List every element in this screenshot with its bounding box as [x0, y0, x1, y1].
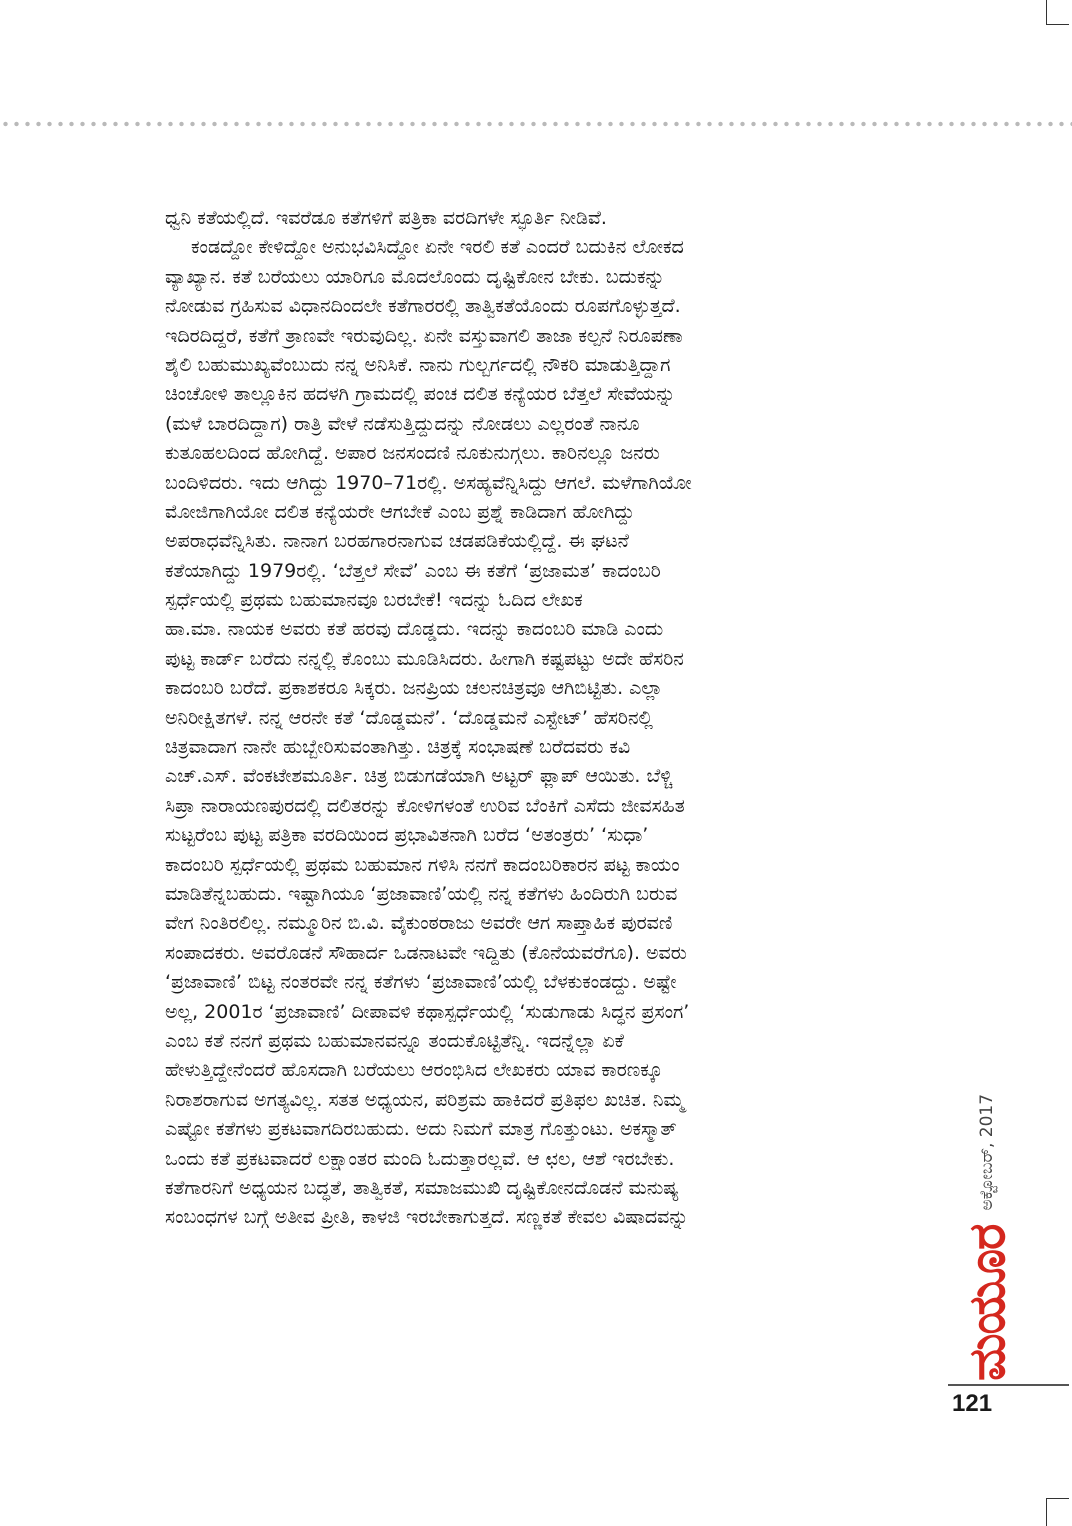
magazine-logo: ಮಯೂರ: [958, 1224, 1016, 1381]
text-line: ಪುಟ್ಟ ಕಾರ್ಡ್ ಬರೆದು ನನ್ನಲ್ಲಿ ಕೊಂಬು ಮೂಡಿಸಿದರು. ಹೀಗಾಗಿ ಕಷ್ಟಪಟ್ಟು ಅದೇ ಹೆಸರಿನ: [165, 647, 684, 670]
text-line: ಧ್ವನಿ ಕತೆಯಲ್ಲಿದೆ. ಇವರೆಡೂ ಕತೆಗಳಿಗೆ ಪತ್ರಿಕಾ ವರದಿಗಳೇ ಸ್ಫೂರ್ತಿ ನೀಡಿವೆ.: [165, 207, 607, 229]
crop-mark-bottom: [1046, 1498, 1069, 1526]
text-line: ಎಂಬ ಕತೆ ನನಗೆ ಪ್ರಥಮ ಬಹುಮಾನವನ್ನೂ ತಂದುಕೊಟ್ಟಿತೆನ್ನಿ. ಇದನ್ನೆಲ್ಲಾ ಏಕೆ: [165, 1029, 624, 1052]
text-line: ಕಂಡದ್ದೋ ಕೇಳಿದ್ದೋ ಅನುಭವಿಸಿದ್ದೋ ಏನೇ ಇರಲಿ ಕತೆ ಎಂದರೆ ಬದುಕಿನ ಲೋಕದ: [191, 236, 684, 259]
text-line: ನಿರಾಶರಾಗುವ ಅಗತ್ಯವಿಲ್ಲ. ಸತತ ಅಧ್ಯಯನ, ಪರಿಶ್ರಮ ಹಾಕಿದರೆ ಪ್ರತಿಫಲ ಖಚಿತ. ನಿಮ್ಮ: [165, 1088, 685, 1111]
text-line: ಅಪರಾಧವೆನ್ನಿಸಿತು. ನಾನಾಗ ಬರಹಗಾರನಾಗುವ ಚಡಪಡಿಕೆಯಲ್ಲಿದ್ದೆ. ಈ ಘಟನೆ: [165, 530, 629, 553]
text-line: ಎಷ್ಟೋ ಕತೆಗಳು ಪ್ರಕಟವಾಗದಿರಬಹುದು. ಅದು ನಿಮಗೆ ಮಾತ್ರ ಗೊತ್ತುಂಟು. ಅಕಸ್ಮಾತ್: [165, 1118, 677, 1141]
text-line: ಕಾದಂಬರಿ ಬರೆದೆ. ಪ್ರಕಾಶಕರೂ ಸಿಕ್ಕರು. ಜನಪ್ರಿಯ ಚಲನಚಿತ್ರವೂ ಆಗಿಬಿಟ್ಟಿತು. ಎಲ್ಲಾ: [165, 677, 663, 700]
text-line: ‘ಪ್ರಜಾವಾಣಿ’ ಬಿಟ್ಟ ನಂತರವೇ ನನ್ನ ಕತೆಗಳು ‘ಪ್ರಜಾವಾಣಿ’ಯಲ್ಲಿ ಬೆಳಕುಕಂಡದ್ದು. ಅಷ್ಟೇ: [165, 971, 677, 994]
crop-mark-top: [1046, 0, 1069, 25]
text-line: ವ್ಯಾಖ್ಯಾನ. ಕತೆ ಬರೆಯಲು ಯಾರಿಗೂ ಮೊದಲೊಂದು ದೃಷ್ಟಿಕೋನ ಬೇಕು. ಬದುಕನ್ನು: [165, 265, 665, 288]
dotted-rule: [0, 121, 1072, 127]
text-line: ಸಿಪ್ರಾ ನಾರಾಯಣಪುರದಲ್ಲಿ ದಲಿತರನ್ನು ಕೋಳಿಗಳಂತೆ ಉರಿವ ಬೆಂಕಿಗೆ ಎಸೆದು ಜೀವಸಹಿತ: [165, 794, 685, 817]
text-line: ಕತೆಗಾರನಿಗೆ ಅಧ್ಯಯನ ಬದ್ಧತೆ, ತಾತ್ವಿಕತೆ, ಸಮಾಜಮುಖಿ ದೃಷ್ಟಿಕೋನದೊಡನೆ ಮನುಷ್ಯ: [165, 1176, 679, 1199]
text-line: ಸುಟ್ಟರೆಂಬ ಪುಟ್ಟ ಪತ್ರಿಕಾ ವರದಿಯಿಂದ ಪ್ರಭಾವಿತನಾಗಿ ಬರೆದ ‘ಅತಂತ್ರರು’ ‘ಸುಧಾ’: [165, 824, 649, 847]
text-line: ಬಂದಿಳಿದರು. ಇದು ಆಗಿದ್ದು 1970–71ರಲ್ಲಿ. ಅಸಹ್ಯವೆನ್ನಿಸಿದ್ದು ಆಗಲೆ. ಮಳೆಗಾಗಿಯೋ: [165, 471, 692, 494]
magazine-sidebar: [952, 1076, 1022, 1381]
text-line: ಮೋಜಿಗಾಗಿಯೋ ದಲಿತ ಕನ್ಯೆಯರೇ ಆಗಬೇಕೆ ಎಂಬ ಪ್ರಶ್ನೆ ಕಾಡಿದಾಗ ಹೋಗಿದ್ದು: [165, 500, 635, 523]
text-line: ಅನಿರೀಕ್ಷಿತಗಳೆ. ನನ್ನ ಆರನೇ ಕತೆ ‘ದೊಡ್ಡಮನೆ’. ‘ದೊಡ್ಡಮನೆ ಎಸ್ಟೇಟ್’ ಹೆಸರಿನಲ್ಲಿ: [165, 706, 653, 729]
text-line: ಇದಿರದಿದ್ದರೆ, ಕತೆಗೆ ತ್ರಾಣವೇ ಇರುವುದಿಲ್ಲ. ಏನೇ ವಸ್ತುವಾಗಲಿ ತಾಜಾ ಕಲ್ಪನೆ ನಿರೂಪಣಾ: [165, 324, 683, 347]
text-line: ವೇಗ ನಿಂತಿರಲಿಲ್ಲ. ನಮ್ಮೂರಿನ ಬಿ.ವಿ. ವೈಕುಂಠರಾಜು ಅವರೇ ಆಗ ಸಾಪ್ತಾಹಿಕ ಪುರವಣಿ: [165, 912, 673, 935]
article-body: [165, 204, 890, 1233]
text-line: ಶೈಲಿ ಬಹುಮುಖ್ಯವೆಂಬುದು ನನ್ನ ಅನಿಸಿಕೆ. ನಾನು ಗುಲ್ಬರ್ಗದಲ್ಲಿ ನೌಕರಿ ಮಾಡುತ್ತಿದ್ದಾಗ: [165, 353, 671, 376]
text-line: ಕಾದಂಬರಿ ಸ್ಪರ್ಧೆಯಲ್ಲಿ ಪ್ರಥಮ ಬಹುಮಾನ ಗಳಿಸಿ ನನಗೆ ಕಾದಂಬರಿಕಾರನ ಪಟ್ಟ ಕಾಯಂ: [165, 853, 680, 876]
issue-date: ಅಕ್ಟೋಬರ್, 2017: [977, 1093, 997, 1211]
text-line: ಕುತೂಹಲದಿಂದ ಹೋಗಿದ್ದೆ. ಅಪಾರ ಜನಸಂದಣಿ ನೂಕುನುಗ್ಗಲು. ಕಾರಿನಲ್ಲೂ ಜನರು: [165, 442, 660, 465]
text-line: ಕತೆಯಾಗಿದ್ದು 1979ರಲ್ಲಿ. ‘ಬೆತ್ತಲೆ ಸೇವೆ’ ಎಂಬ ಈ ಕತೆಗೆ ‘ಪ್ರಜಾಮತ’ ಕಾದಂಬರಿ: [165, 559, 661, 582]
text-line: ಸ್ಪರ್ಧೆಯಲ್ಲಿ ಪ್ರಥಮ ಬಹುಮಾನವೂ ಬರಬೇಕೆ! ಇದನ್ನು ಓದಿದ ಲೇಖಕ: [165, 589, 583, 612]
text-line: ಮಾಡಿತೆನ್ನಬಹುದು. ಇಷ್ಟಾಗಿಯೂ ‘ಪ್ರಜಾವಾಣಿ’ಯಲ್ಲಿ ನನ್ನ ಕತೆಗಳು ಹಿಂದಿರುಗಿ ಬರುವ: [165, 882, 678, 905]
page-number: 121: [952, 1390, 993, 1417]
text-line: ಚಿತ್ರವಾದಾಗ ನಾನೇ ಹುಬ್ಬೇರಿಸುವಂತಾಗಿತ್ತು. ಚಿತ್ರಕ್ಕೆ ಸಂಭಾಷಣೆ ಬರೆದವರು ಕವಿ: [165, 736, 631, 759]
text-line: ಹೇಳುತ್ತಿದ್ದೇನೆಂದರೆ ಹೊಸದಾಗಿ ಬರೆಯಲು ಆರಂಭಿಸಿದ ಲೇಖಕರು ಯಾವ ಕಾರಣಕ್ಕೂ: [165, 1059, 663, 1082]
page-number-rule: [948, 1384, 1069, 1386]
text-line: ಎಚ್.ಎಸ್. ವೆಂಕಟೇಶಮೂರ್ತಿ. ಚಿತ್ರ ಬಿಡುಗಡೆಯಾಗಿ ಅಟ್ಟರ್ ಫ್ಲಾಪ್ ಆಯಿತು. ಬೆಳ್ಚಿ: [165, 765, 673, 788]
text-line: ನೋಡುವ ಗ್ರಹಿಸುವ ವಿಧಾನದಿಂದಲೇ ಕತೆಗಾರರಲ್ಲಿ ತಾತ್ವಿಕತೆಯೊಂದು ರೂಪಗೊಳ್ಳುತ್ತದೆ.: [165, 295, 681, 318]
text-line: ಸಂಬಂಧಗಳ ಬಗ್ಗೆ ಅತೀವ ಪ್ರೀತಿ, ಕಾಳಜಿ ಇರಬೇಕಾಗುತ್ತದೆ. ಸಣ್ಣಕತೆ ಕೇವಲ ವಿಷಾದವನ್ನು: [165, 1206, 689, 1229]
text-line: ಅಲ್ಲ, 2001ರ ‘ಪ್ರಜಾವಾಣಿ’ ದೀಪಾವಳಿ ಕಥಾಸ್ಪರ್ಧೆಯಲ್ಲಿ ‘ಸುಡುಗಾಡು ಸಿದ್ಧನ ಪ್ರಸಂಗ’: [165, 1000, 690, 1023]
text-line: ಒಂದು ಕತೆ ಪ್ರಕಟವಾದರೆ ಲಕ್ಷಾಂತರ ಮಂದಿ ಓದುತ್ತಾರಲ್ಲವೆ. ಆ ಛಲ, ಆಶೆ ಇರಬೇಕು.: [165, 1147, 675, 1170]
text-line: ಹಾ.ಮಾ. ನಾಯಕ ಅವರು ಕತೆ ಹರವು ದೊಡ್ಡದು. ಇದನ್ನು ಕಾದಂಬರಿ ಮಾಡಿ ಎಂದು: [165, 618, 664, 641]
text-line: (ಮಳೆ ಬಾರದಿದ್ದಾಗ) ರಾತ್ರಿ ವೇಳೆ ನಡೆಸುತ್ತಿದ್ದುದನ್ನು ನೋಡಲು ಎಲ್ಲರಂತೆ ನಾನೂ: [165, 412, 640, 435]
text-line: ಚಿಂಚೋಳಿ ತಾಲ್ಲೂಕಿನ ಹದಳಗಿ ಗ್ರಾಮದಲ್ಲಿ ಪಂಚ ದಲಿತ ಕನ್ಯೆಯರ ಬೆತ್ತಲೆ ಸೇವೆಯನ್ನು: [165, 383, 676, 406]
text-line: ಸಂಪಾದಕರು. ಅವರೊಡನೆ ಸೌಹಾರ್ದ ಒಡನಾಟವೇ ಇದ್ದಿತು (ಕೊನೆಯವರೆಗೂ). ಅವರು: [165, 941, 687, 964]
